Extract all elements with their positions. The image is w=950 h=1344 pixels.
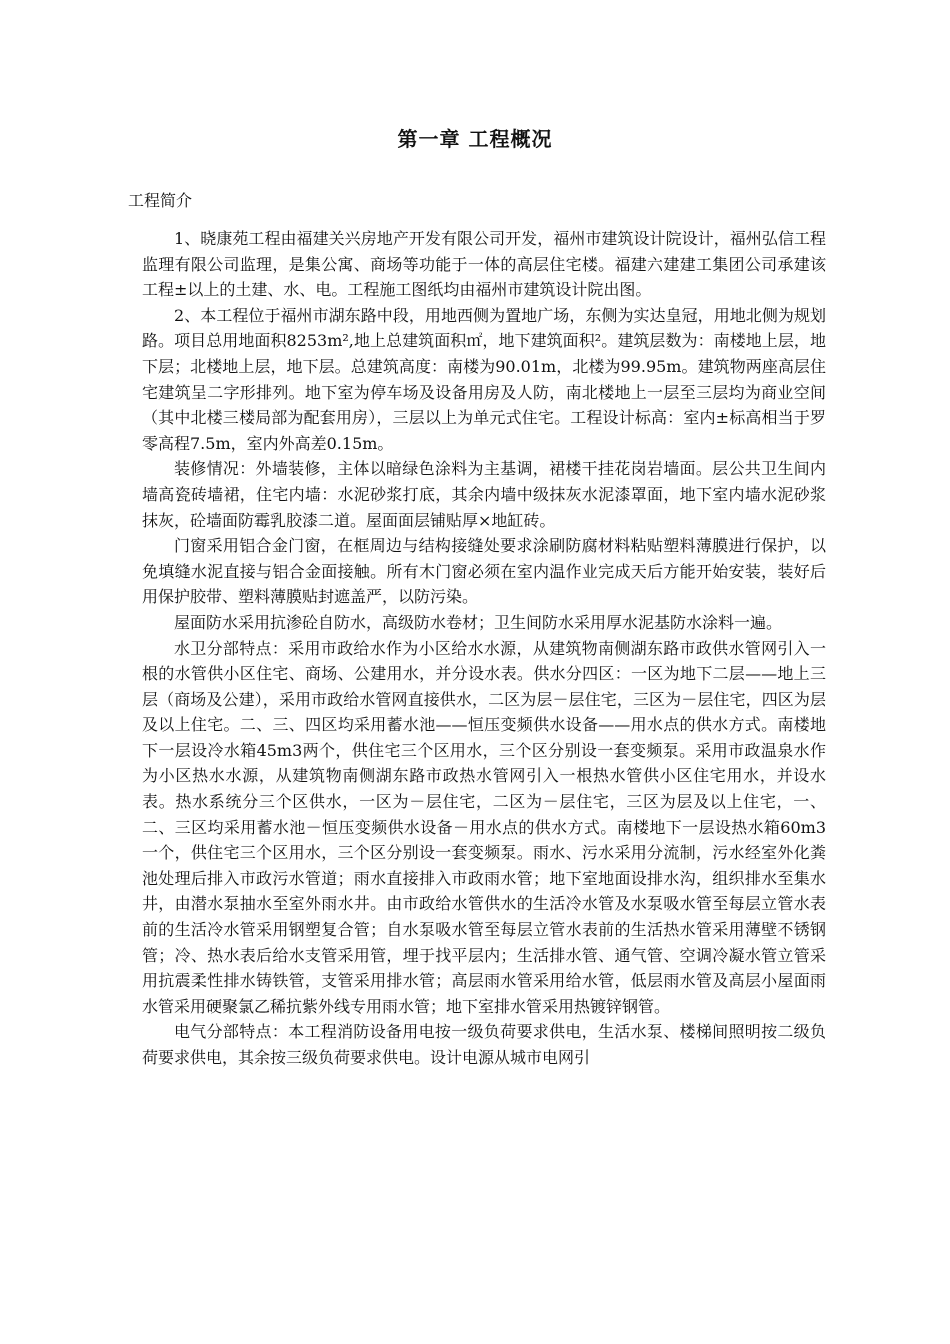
paragraph-location-and-scale: 2、本工程位于福州市湖东路中段，用地西侧为置地广场，东侧为实达皇冠，用地北侧为规划路。项目总用地面积8253m²,地上总建筑面积㎡，地下建筑面积²。建筑层数为：南楼地上层，地下层；北楼地上层，地下层。总建筑高度：南楼为90.01m，北楼为99.95m。建筑物两座高层住宅建筑呈二字形排列。地下室为停车场及设备用房及人防，南北楼地上一层至三层均为商业空间（其中北楼三楼局部为配套用房），三层以上为单元式住宅。工程设计标高：室内±标高相当于罗零高程7.5m，室内外高差0.15m。 [142, 305, 826, 453]
paragraph-project-overview: 1、晓康苑工程由福建关兴房地产开发有限公司开发，福州市建筑设计院设计，福州弘信工程监理有限公司监理，是集公寓、商场等功能于一体的高层住宅楼。福建六建建工集团公司承建该工程±以上的土建、水、电。工程施工图纸均由福州市建筑设计院出图。 [142, 229, 826, 300]
paragraph-electrical: 电气分部特点：本工程消防设备用电按一级负荷要求供电，生活水泵、楼梯间照明按二级负荷要求供电，其余按三级负荷要求供电。设计电源从城市电网引 [142, 1022, 826, 1067]
chapter-title: 第一章 工程概况 [397, 127, 553, 151]
paragraph-plumbing: 水卫分部特点：采用市政给水作为小区给水水源，从建筑物南侧湖东路市政供水管网引入一根的水管供小区住宅、商场、公建用水，并分设水表。供水分四区：一区为地下二层——地上三层（商场及公建），采用市政给水管网直接供水，二区为层－层住宅，三区为－层住宅，四区为层及以上住宅。二、三、四区均采用蓄水池——恒压变频供水设备——用水点的供水方式。南楼地下一层设冷水箱45m3两个，供住宅三个区用水，三个区分别设一套变频泵。采用市政温泉水作为小区热水水源，从建筑物南侧湖东路市政热水管网引入一根热水管供小区住宅用水，并设水表。热水系统分三个区供水，一区为－层住宅，二区为－层住宅，三区为层及以上住宅，一、二、三区均采用蓄水池－恒压变频供水设备－用水点的供水方式。南楼地下一层设热水箱60m3一个，供住宅三个区用水，三个区分别设一套变频泵。雨水、污水采用分流制，污水经室外化粪池处理后排入市政污水管道；雨水直接排入市政雨水管；地下室地面设排水沟，组织排水至集水井，由潜水泵抽水至室外雨水井。由市政给水管供水的生活冷水管及水泵吸水管至每层立管水表前的生活冷水管采用钢塑复合管；自水泵吸水管至每层立管水表前的生活热水管采用薄壁不锈钢管；冷、热水表后给水支管采用管，埋于找平层内；生活排水管、通气管、空调冷凝水管立管采用抗震柔性排水铸铁管，支管采用排水管；高层雨水管采用给水管，低层雨水管及高层小屋面雨水管采用硬聚氯乙稀抗紫外线专用雨水管；地下室排水管采用热镀锌钢管。 [142, 638, 826, 1016]
document-body [142, 226, 826, 1071]
section-title: 工程简介 [128, 191, 193, 210]
paragraph-decoration: 装修情况：外墙装修，主体以暗绿色涂料为主基调，裙楼干挂花岗岩墙面。层公共卫生间内墙高瓷砖墙裙，住宅内墙：水泥砂浆打底，其余内墙中级抹灰水泥漆罩面，地下室内墙水泥砂浆抹灰，砼墙面防霉乳胶漆二道。屋面面层铺贴厚×地缸砖。 [142, 459, 826, 530]
paragraph-doors-windows: 门窗采用铝合金门窗，在框周边与结构接缝处要求涂刷防腐材料粘贴塑料薄膜进行保护，以免填缝水泥直接与铝合金面接触。所有木门窗必须在室内温作业完成天后方能开始安装，装好后用保护胶带、塑料薄膜贴封遮盖严，以防污染。 [142, 536, 826, 607]
paragraph-waterproofing: 屋面防水采用抗渗砼自防水，高级防水卷材；卫生间防水采用厚水泥基防水涂料一遍。 [174, 612, 783, 632]
